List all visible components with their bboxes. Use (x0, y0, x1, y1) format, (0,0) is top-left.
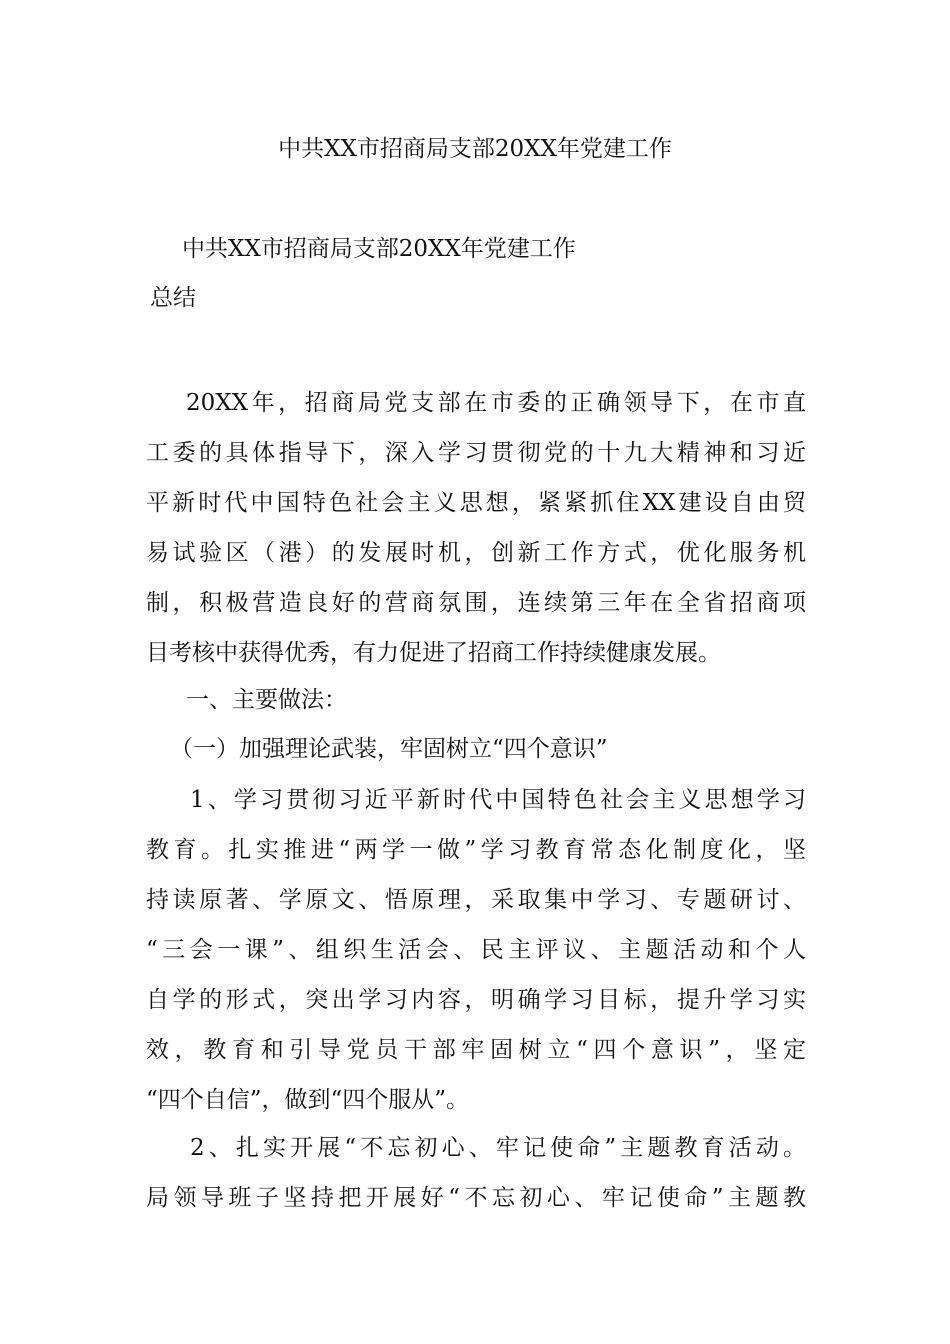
paragraph-intro (146, 378, 806, 678)
paragraph-line: “四个自信”，做到“四个服从”。 (146, 1087, 470, 1113)
paragraph-line: 20XX年，招商局党支部在市委的正确领导下，在市直 (186, 390, 806, 416)
paragraph-line: 自学的形式，突出学习内容，明确学习目标，提升学习实 (146, 987, 806, 1013)
paragraph-line: 2、扎实开展“不忘初心、牢记使命”主题教育活动。 (190, 1135, 806, 1161)
paragraph-item-2 (146, 1123, 806, 1223)
subsection-heading-theory (146, 724, 806, 774)
section-heading-main-practices (146, 675, 806, 725)
paragraph-line: 目考核中获得优秀，有力促进了招商工作持续健康发展。 (146, 640, 721, 666)
paragraph-line: 平新时代中国特色社会主义思想，紧紧抓住XX建设自由贸 (146, 490, 806, 516)
paragraph-line: 制，积极营造良好的营商氛围，连续第三年在全省招商项 (146, 590, 806, 616)
paragraph-line: 持读原著、学原文、悟原理，采取集中学习、专题研讨、 (146, 887, 806, 913)
document-title: 中共XX市招商局支部20XX年党建工作 (278, 136, 672, 162)
paragraph-item-1 (146, 775, 806, 1125)
paragraph-line: “三会一课”、组织生活会、民主评议、主题活动和个人 (146, 937, 806, 963)
subsection-heading-line: （一）加强理论武装，牢固树立“四个意识” (170, 736, 608, 762)
paragraph-line: 效，教育和引导党员干部牢固树立“四个意识”，坚定 (146, 1037, 806, 1063)
section-heading-line: 一、主要做法： (186, 687, 347, 713)
paragraph-line: 教育。扎实推进“两学一做”学习教育常态化制度化，坚 (146, 837, 806, 863)
paragraph-line: 局领导班子坚持把开展好“不忘初心、牢记使命”主题教 (146, 1185, 806, 1211)
paragraph-line: 易试验区（港）的发展时机，创新工作方式，优化服务机 (146, 540, 806, 566)
summary-title-line-1: 中共XX市招商局支部20XX年党建工作 (182, 236, 576, 262)
summary-title-line-2: 总结 (150, 285, 196, 311)
paragraph-line: 1、学习贯彻习近平新时代中国特色社会主义思想学习 (190, 787, 806, 813)
paragraph-line: 工委的具体指导下，深入学习贯彻党的十九大精神和习近 (146, 440, 806, 466)
